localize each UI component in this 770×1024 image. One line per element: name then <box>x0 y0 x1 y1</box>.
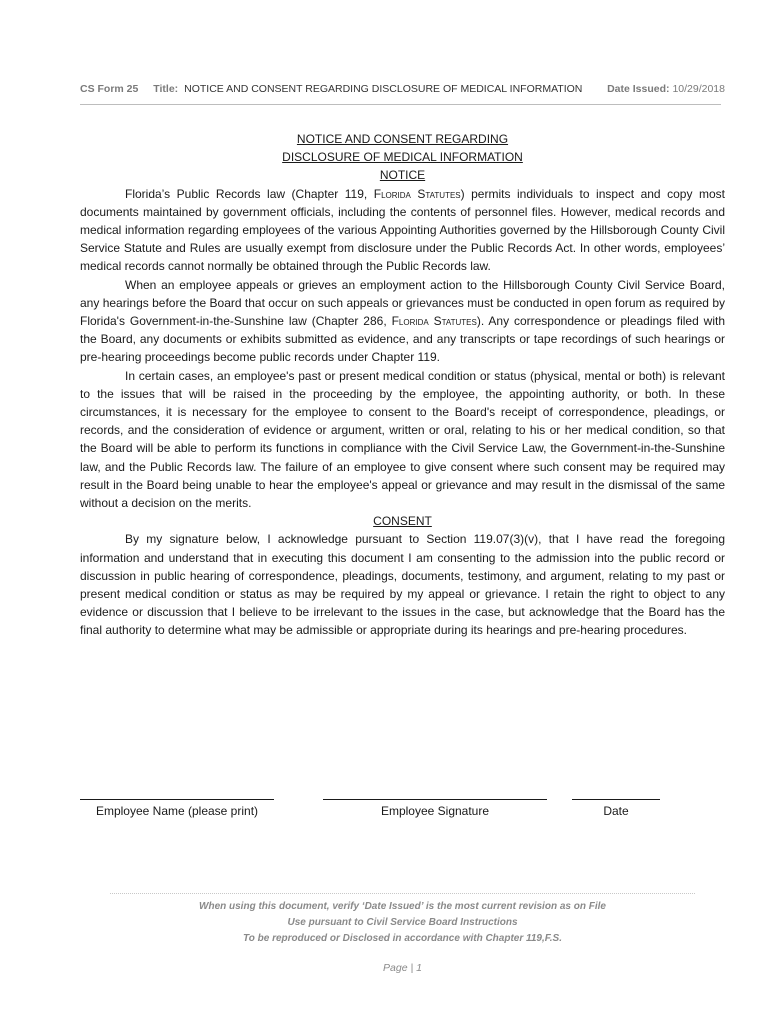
date-issued-label: Date Issued: <box>607 83 670 95</box>
employee-signature-block <box>323 790 547 818</box>
paragraph-public-records <box>80 185 725 276</box>
p1-statutes: Florida Statutes <box>373 186 461 201</box>
employee-name-line[interactable] <box>80 790 274 800</box>
employee-signature-label: Employee Signature <box>380 804 490 818</box>
date-label: Date <box>603 804 629 818</box>
notice-heading: NOTICE <box>379 168 426 183</box>
header-divider <box>80 104 721 105</box>
p2-text-a: When an employee appeals or grieves an employment action to the Hillsborough County Civil Service Board, any hearings before the Board that occur on such appeals or grievances must be conducted in open forum as required by Florida's Government-in-the-Sunshine law (Chapter 286, <box>80 277 725 329</box>
document-heading-line1: NOTICE AND CONSENT REGARDING <box>296 132 509 146</box>
page-number: Page | 1 <box>383 962 422 974</box>
document-body <box>80 130 725 640</box>
footer-divider <box>110 893 695 894</box>
form-header <box>80 83 725 95</box>
footer-line2: Use pursuant to Civil Service Board Instructions <box>287 917 518 928</box>
p2-statutes: Florida Statutes <box>391 314 477 329</box>
form-number: CS Form 25 <box>80 83 139 95</box>
p2-text-b: ). Any correspondence or pleadings filed with the Board, any documents or exhibits submitted as evidence, and any transcripts or tape recordings of such hearings or pre-hearing proceedings become public records under Chapter 119. <box>80 314 725 365</box>
signature-row <box>80 790 725 830</box>
paragraph-consent: By my signature below, I acknowledge pursuant to Section 119.07(3)(v), that I have read the foregoing information and understand that in executing this document I am consenting to the admission into the public record or discussion in public hearing of correspondence, pleadings, documents, testimony, and argument, relating to my past or present medical condition or status as may be required by my appeal or grievance. I retain the right to object to any evidence or discussion that I believe to be irrelevant to the issues in the case, but acknowledge that the Board has the final authority to determine what may be admissible or appropriate during its hearings and pre-hearing procedures. <box>80 532 725 638</box>
date-line[interactable] <box>572 790 660 800</box>
form-title: NOTICE AND CONSENT REGARDING DISCLOSURE OF MEDICAL INFORMATION <box>184 83 583 95</box>
consent-heading: CONSENT <box>373 514 432 529</box>
footer-line3: To be reproduced or Disclosed in accordance with Chapter 119,F.S. <box>243 933 562 944</box>
date-issued <box>607 83 725 95</box>
employee-name-block <box>80 790 274 818</box>
paragraph-appeals <box>80 276 725 367</box>
paragraph-medical-condition: In certain cases, an employee's past or present medical condition or status (physical, mental or both) is relevant to the issues that will be raised in the proceeding by the employee, the appointing authority, or both. In these circumstances, it is necessary for the employee to consent to the Board's receipt of correspondence, pleadings, or records, and the consideration of evidence or argument, written or oral, relating to his or her medical condition, so that the Board will be able to perform its functions in compliance with the Civil Service Law, the Government-in-the-Sunshine law, and the Public Records law. The failure of an employee to give consent where such consent may be required may result in the Board being unable to hear the employee's appeal or grievance and may result in the dismissal of the same without a decision on the merits. <box>80 368 725 511</box>
p1-text-b: ) permits individuals to inspect and copy most documents maintained by government officials, including the contents of personnel files. However, medical records and medical information regarding employees of the various Appointing Authorities governed by the Hillsborough County Civil Service Statute and Rules are usually exempt from disclosure under the Public Records Act. In other words, employees’ medical records cannot normally be obtained through the Public Records law. <box>80 186 725 274</box>
employee-signature-line[interactable] <box>323 790 547 800</box>
document-heading-line2: DISCLOSURE OF MEDICAL INFORMATION <box>282 150 523 165</box>
footer-line1: When using this document, verify ‘Date Issued’ is the most current revision as on File <box>199 901 606 912</box>
title-label: Title: <box>153 83 179 95</box>
date-issued-value: 10/29/2018 <box>672 83 725 95</box>
date-block <box>572 790 660 818</box>
p1-text-a: Florida’s Public Records law (Chapter 119, <box>125 186 374 201</box>
footer-notice <box>80 899 725 947</box>
employee-name-label: Employee Name (please print) <box>95 804 259 818</box>
